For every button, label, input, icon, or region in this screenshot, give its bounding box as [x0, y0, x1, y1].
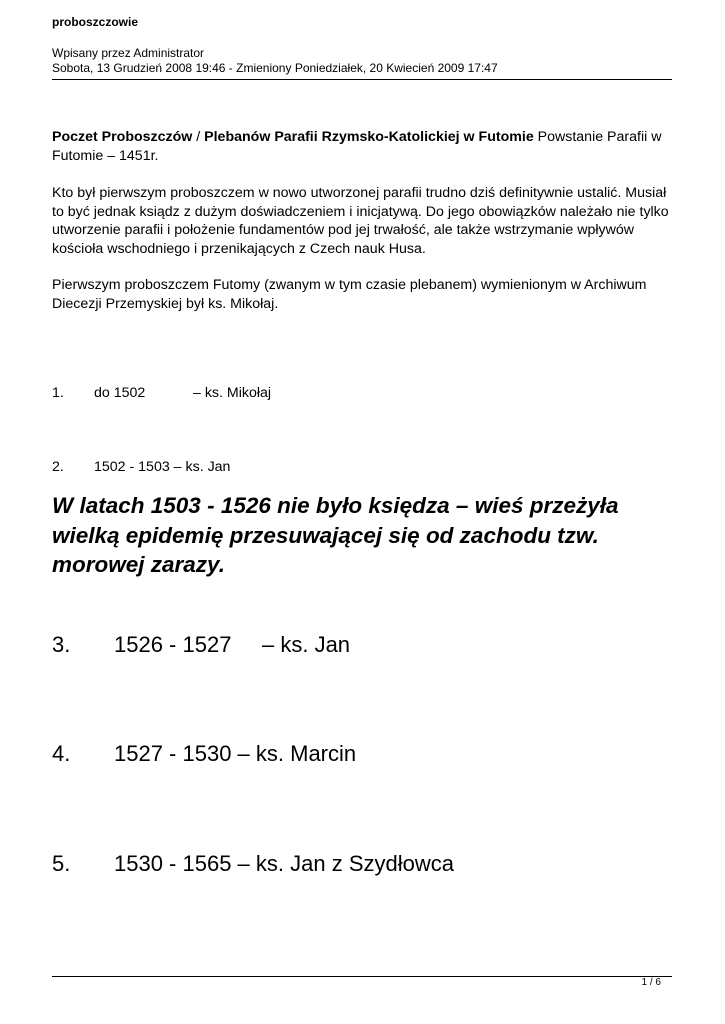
- list-item: [52, 458, 352, 476]
- item-years: do 1502: [94, 385, 146, 401]
- item-text: 1530 - 1565 – ks. Jan z Szydłowca: [114, 851, 454, 876]
- date-line: Sobota, 13 Grudzień 2008 19:46 - Zmieniony Poniedziałek, 20 Kwiecień 2009 17:47: [52, 61, 498, 75]
- item-number: 2.: [52, 459, 64, 475]
- item-number: 1.: [52, 385, 64, 401]
- item-number: 4.: [52, 741, 71, 766]
- page-number: 1 / 6: [641, 977, 661, 988]
- item-priest: – ks. Mikołaj: [193, 385, 272, 401]
- item-text: 1502 - 1503 – ks. Jan: [94, 459, 231, 475]
- first-priest-paragraph: Kto był pierwszym proboszczem w nowo utworzonej parafii trudno dziś definitywnie ustalić. Musiał to być jednak ksiądz z dużym doświadczeniem i inicjatywą. Do jego obowiązków należało nie tylko utworzenie parafii i położenie fundamentów pod jej trwałość, ale także wstrzymanie wpływów kościoła wschodniego i przenikających z Czech nauk Husa.: [52, 185, 669, 257]
- list-item: [52, 851, 552, 877]
- item-text: 1526 - 1527 – ks. Jan: [114, 632, 351, 657]
- author-line: Wpisany przez Administrator: [52, 46, 205, 60]
- heading-poczet: Poczet Proboszczów: [52, 129, 193, 145]
- epidemic-note: W latach 1503 - 1526 nie było księdza – wieś przeżyła wielką epidemię przesuwającej się od zachodu tzw. morowej zarazy.: [52, 493, 619, 577]
- item-text: 1527 - 1530 – ks. Marcin: [114, 741, 357, 766]
- header-divider: [52, 79, 672, 80]
- founding-text: Powstanie Parafii w Futomie – 1451r.: [52, 129, 662, 164]
- article-meta: [52, 46, 498, 76]
- heading-parish: Plebanów Parafii Rzymsko-Katolickiej w Futomie: [204, 129, 534, 145]
- heading-separator: /: [192, 129, 205, 145]
- list-item: [52, 384, 352, 402]
- intro-paragraph: [52, 128, 674, 165]
- list-item: [52, 741, 552, 767]
- item-number: 3.: [52, 632, 71, 657]
- list-item: [52, 632, 552, 658]
- archive-paragraph: Pierwszym proboszczem Futomy (zwanym w tym czasie plebanem) wymienionym w Archiwum Diecezji Przemyskiej był ks. Mikołaj.: [52, 277, 647, 312]
- item-number: 5.: [52, 851, 71, 876]
- document-title: proboszczowie: [52, 15, 139, 29]
- footer-divider: [52, 976, 672, 977]
